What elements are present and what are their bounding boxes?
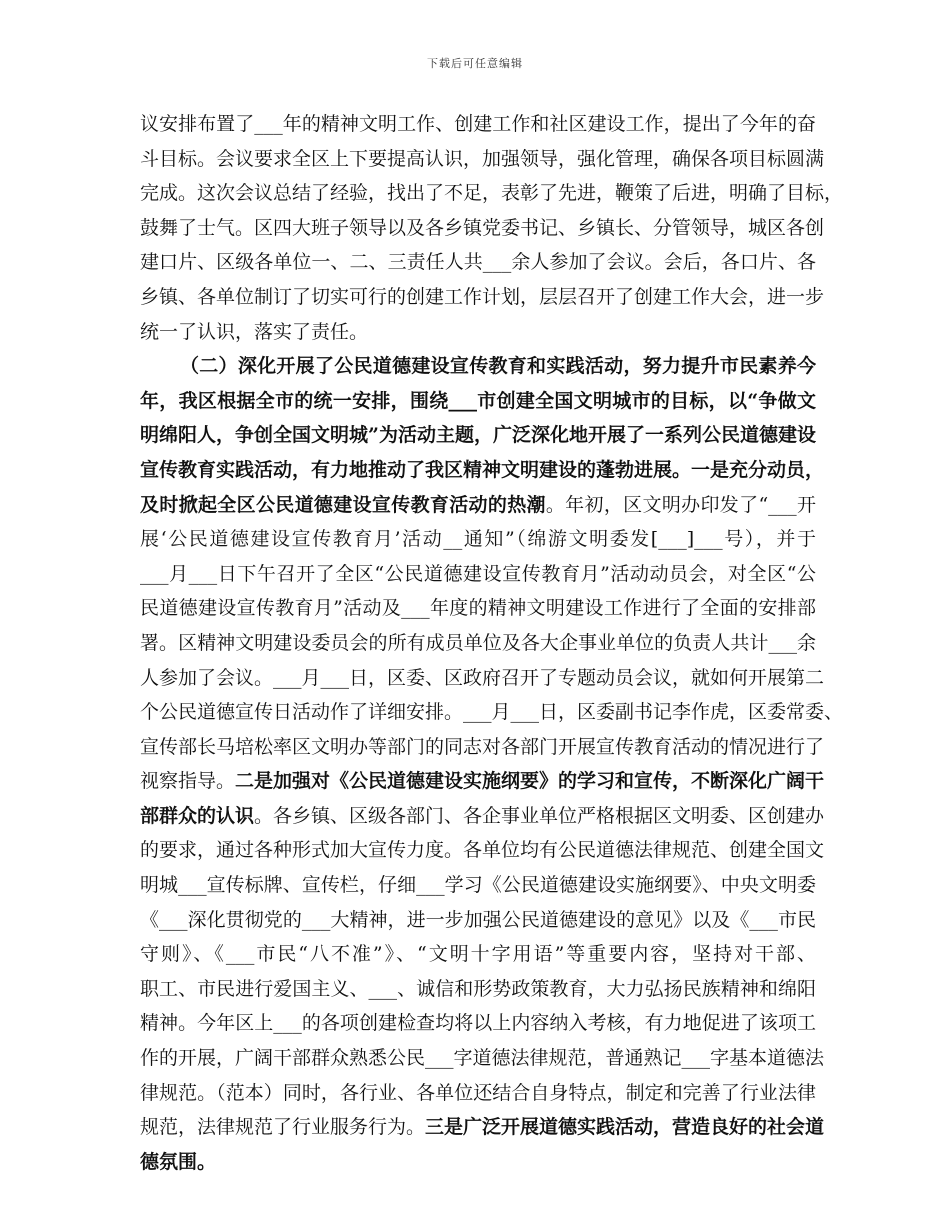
text-line: 展‘公民道德建设宣传教育月’活动__通知”（绵游文明委发[___]___号），并于 [140, 528, 816, 551]
text-line: 职工、市民进行爱国主义、___、诚信和形势政策教育，大力弘扬民族精神和绵阳 [140, 977, 816, 1000]
section-heading-line: （二）深化开展了公民道德建设宣传教育和实践活动，努力提升市民素养今 [180, 355, 816, 378]
text-line: 的要求，通过各种形式加大宣传力度。各单位均有公民道德法律规范、创建全国文 [140, 839, 825, 862]
text-line: 明城___宣传标牌、宣传栏，仔细___学习《公民道德建设实施纲要》、中央文明委 [140, 874, 816, 897]
bold-text-line: 德氛围。 [140, 1150, 217, 1173]
text-line: 宣传部长马培松率区文明办等部门的同志对各部门开展宣传教育活动的情况进行了 [140, 735, 825, 758]
text-line: 建口片、区级各单位一、二、三责任人共___余人参加了会议。会后，各口片、各 [140, 251, 816, 274]
page-header-note: 下载后可任意编辑 [427, 57, 523, 70]
text-line: 完成。这次会议总结了经验，找出了不足，表彰了先进，鞭策了后进，明确了目标， [140, 182, 844, 205]
text-line: 署。区精神文明建设委员会的所有成员单位及各大企事业单位的负责人共计___余 [140, 631, 816, 654]
text-line: 鼓舞了士气。区四大班子领导以及各乡镇党委书记、乡镇长、分管领导，城区各创 [140, 216, 825, 239]
text-line: ___月___日下午召开了全区“公民道德建设宣传教育月”活动动员会，对全区“公 [140, 562, 816, 585]
bold-text-line: 年，我区根据全市的统一安排，围绕___市创建全国文明城市的目标，以“争做文 [140, 389, 816, 412]
text-line: 规范，法律规范了行业服务行为。三是广泛开展道德实践活动，营造良好的社会道 [140, 1116, 825, 1139]
text-line: 统一了认识，落实了责任。 [140, 320, 369, 343]
bold-text-line: 宣传教育实践活动，有力地推动了我区精神文明建设的蓬勃进展。一是充分动员， [140, 458, 825, 481]
text-line: 精神。今年区上___的各项创建检查均将以上内容纳入考核，有力地促进了该项工 [140, 1012, 816, 1035]
text-line: 作的开展，广阔干部群众熟悉公民___字道德法律规范，普通熟记___字基本道德法 [140, 1047, 825, 1070]
document-body [140, 107, 844, 1179]
text-line: 个公民道德宣传日活动作了详细安排。___月___日，区委副书记李作虎，区委常委、 [140, 701, 844, 724]
text-line: 斗目标。会议要求全区上下要提高认识，加强领导，强化管理，确保各项目标圆满 [140, 147, 825, 170]
text-line: 民道德建设宣传教育月”活动及___年度的精神文明建设工作进行了全面的安排部 [140, 597, 816, 620]
text-line: 部群众的认识。各乡镇、区级各部门、各企事业单位严格根据区文明委、区创建办 [140, 804, 825, 827]
text-line: 乡镇、各单位制订了切实可行的创建工作计划，层层召开了创建工作大会，进一步 [140, 285, 825, 308]
text-line: 守则》、《___市民“八不准”》、“文明十字用语”等重要内容，坚持对干部、 [140, 943, 816, 966]
text-line: 人参加了会议。___月___日，区委、区政府召开了专题动员会议，就如何开展第二 [140, 666, 825, 689]
bold-text-line: 明绵阳人，争创全国文明城”为活动主题，广泛深化地开展了一系列公民道德建设 [140, 424, 816, 447]
text-line: 议安排布置了___年的精神文明工作、创建工作和社区建设工作，提出了今年的奋 [140, 113, 816, 135]
text-line: 视察指导。二是加强对《公民道德建设实施纲要》的学习和宣传，不断深化广阔干 [140, 770, 825, 793]
text-line: 律规范。（范本）同时，各行业、各单位还结合自身特点，制定和完善了行业法律 [140, 1081, 816, 1104]
text-line: 及时掀起全区公民道德建设宣传教育活动的热潮。年初，区文明办印发了“___开 [140, 493, 816, 516]
text-line: 《___深化贯彻党的___大精神，进一步加强公民道德建设的意见》以及《___市民 [140, 908, 816, 931]
